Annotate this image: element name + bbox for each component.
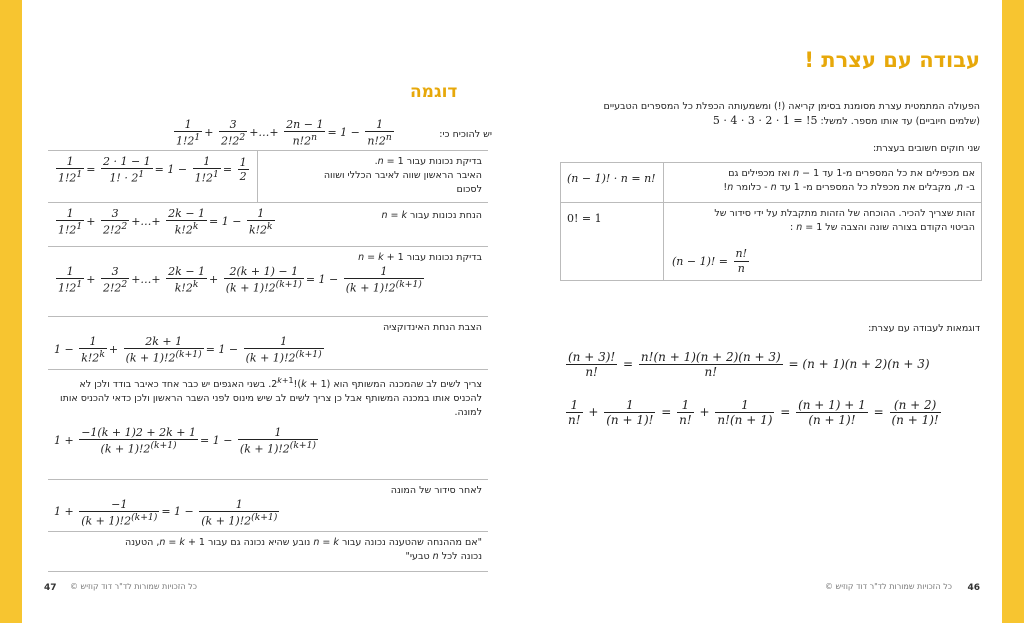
rules-label: שני חוקים חשובים בעצרת: (872, 143, 980, 154)
page-number-right: 46 (967, 583, 980, 593)
intro-formula: $\frac{1}{1!2^1}$ + $\frac{3}{2!2^2}$ +…+ $\frac{2n - 1}{n!2^n}$ = 1 − $\frac{1}{n!2^n}$ (176, 118, 392, 148)
rule2-formula: 0! = 1 (561, 203, 664, 281)
row5: צריך לשים לב שהמכנה המשותף הוא $(k + 1)!2^{k+1}$. בשני האגפים יש כבר אחד כאיבר בודד ולכן לא להכניס אותו במכנה המשותף אבל כן צריך לשים לב שיש מינוס לפני השבר הראשון ולכן כדאי להכניס אותו למונה. 1 + $\frac{-1(k + 1)2 + 2k + 1}{(k + 1)!2^{(k+1)}}$ = 1 − $\frac{1}{(k + 1)!2^{(k+1)}}$ (48, 369, 488, 479)
row6: לאחר סידור של המונה 1 + $\frac{-1}{(k + 1)!2^{(k+1)}}$ = 1 − $\frac{1}{(k + 1)!2^{(k+1)}}$ (48, 479, 488, 532)
row1-text: בדיקת נכונות עבור n = 1. האיבר הראשון שווה לאיבר הכללי ושווה לסכום (257, 151, 488, 203)
rules-table (560, 162, 982, 281)
table-row (48, 532, 488, 572)
table-row (48, 247, 488, 317)
table-row (48, 369, 488, 479)
row3: בדיקת נכונות עבור n = k + 1 $\frac{1}{1!2^1}$ + $\frac{3}{2!2^2}$ +…+ $\frac{2k - 1}{k!2^k}$ + $\frac{2(k + 1) - 1}{(k + 1)!2^{(k+1)}}$ = 1 − $\frac{1}{(k + 1)!2^{(k+1)}}$ (48, 247, 488, 317)
footer-left: כל הזכויות שמורות לד"ר דוד קוזיש © (70, 582, 198, 591)
rule1-formula: (n − 1)! · n = n! (561, 163, 664, 203)
row2: $\frac{1}{1!2^1}$ + $\frac{3}{2!2^2}$ +…+ $\frac{2k - 1}{k!2^k}$ = 1 − $\frac{1}{k!2^k}$ הנחת נכונות עבור n = k (48, 203, 488, 247)
rule1-text: אם מכפילים את כל המספרים מ-1 עד n − 1 ואז מכפילים גם ב- n, מקבלים את מכפלת כל המספרים מ- 1 עד n - כלומר n! (664, 163, 982, 203)
proof-table (48, 150, 488, 572)
table-row (48, 203, 488, 247)
left-yellow-bar (0, 0, 22, 623)
row7-conclusion: "אם מההנחה שהטענה נכונה עבור n = k נובע שהיא נכונה גם עבור n = k + 1, הטענה נכונה לכל n טבעי" (48, 532, 488, 572)
intro-label: יש להוכיח כי: (439, 129, 492, 140)
examples-label: דוגמאות לעבודה עם עצרת: (868, 323, 980, 334)
table-row (48, 479, 488, 532)
table-row (561, 163, 982, 203)
example1: $\frac{(n + 3)!}{n!}$ = $\frac{n!(n + 1)(n + 2)(n + 3)}{n!}$ = (n + 1)(n + 2)(n + 3) (568, 350, 930, 379)
table-row (48, 151, 488, 203)
row1-formula: $\frac{1}{1!2^1}$ = $\frac{2 \cdot 1 - 1}{1! \cdot 2^1}$ = 1 − $\frac{1}{1!2^1}$ = $\frac{1}{2}$ (48, 151, 257, 203)
rule2-text: זהות שצריך להכיר. ההוכחה של הזהות מתקבלת על ידי סידור של הביטוי הקודם בצורה שונה והצבה של n = 1 : (n − 1)! = $\frac{n!}{n}$ (664, 203, 982, 281)
left-page-title: דוגמה (410, 82, 458, 102)
row4: הצבת הנחת האינדוקציה 1 − $\frac{1}{k!2^k}$ + $\frac{2k + 1}{(k + 1)!2^{(k+1)}}$ = 1 − $\frac{1}{(k + 1)!2^{(k+1)}}$ (48, 317, 488, 370)
table-row (48, 317, 488, 370)
footer-right: כל הזכויות שמורות לד"ר דוד קוזיש © (824, 582, 952, 591)
left-page (22, 0, 512, 623)
page-number-left: 47 (44, 583, 57, 593)
intro-paragraph: הפעולה המתמטית עצרת מסומנת בסימן קריאה (!) ומשמעותה הכפלת כל המספרים הטבעיים (שלמים חיוביים) עד אותו מספר. למשל: 5! = 1 · 2 · 3 · 4 · 5 (603, 101, 980, 127)
right-page (512, 0, 1002, 623)
right-page-title: עבודה עם עצרת ! (804, 48, 980, 72)
table-row (561, 203, 982, 281)
example2: $\frac{1}{n!}$ + $\frac{1}{(n + 1)!}$ = $\frac{1}{n!}$ + $\frac{1}{n!(n + 1)}$ = $\frac{(n + 1) + 1}{(n + 1)!}$ = $\frac{(n + 2)}{(n + 1)!}$ (568, 398, 939, 427)
right-yellow-bar (1002, 0, 1024, 623)
